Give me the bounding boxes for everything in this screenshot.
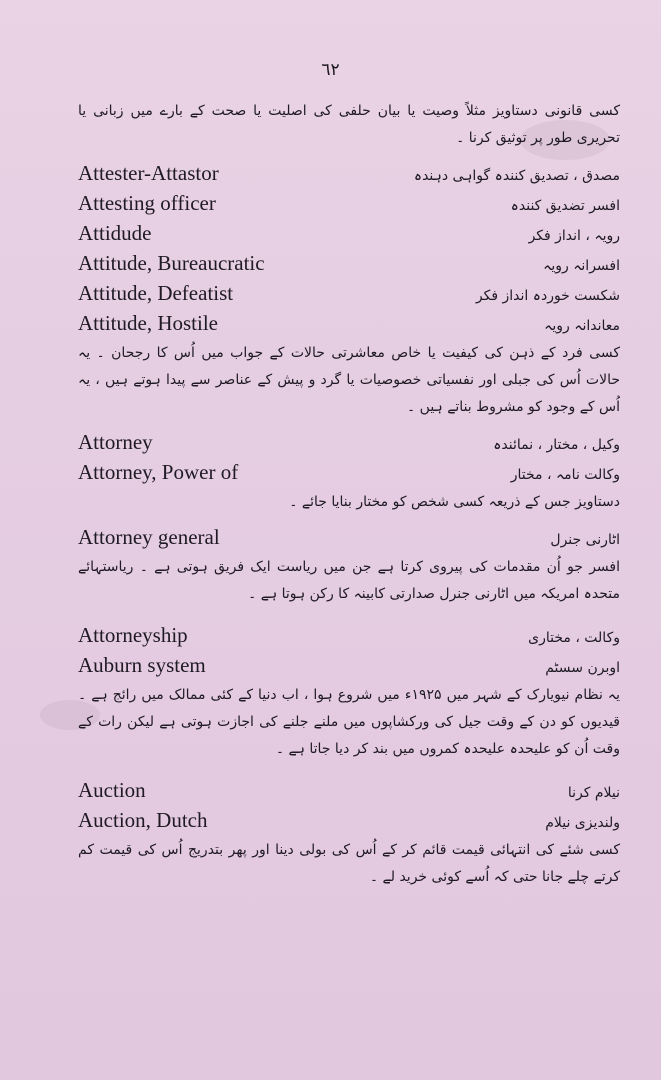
entry-description: دستاویز جس کے ذریعہ کسی شخص کو مختار بنایا جائے ۔ [289, 494, 620, 510]
entry-term: Attester-Attastor [78, 161, 219, 185]
entry-translation: وکالت ، مختاری [528, 630, 620, 646]
entry-description: کسی شئے کی انتہائی قیمت قائم کر کے اُس کی بولی دینا اور پھر بتدریج اُس کی قیمت کم کرتے چلے جانا حتی کہ اُسے کوئی خرید لے ۔ [78, 842, 620, 885]
entry-translation: نیلام کرنا [567, 785, 620, 801]
glossary-entry [78, 248, 620, 278]
intro-description: کسی قانونی دستاویز مثلاً وصیت یا بیان حلفی کی اصلیت یا صحت کے بارے میں زبانی یا تحریری طور پر توثیق کرنا ۔ [78, 103, 620, 146]
glossary-entry [78, 522, 620, 552]
entry-translation: وکیل ، مختار ، نمائندہ [493, 437, 620, 453]
entry-description: یہ نظام نیویارک کے شہر میں ۱۹۲۵ء میں شروع ہوا ، اب دنیا کے کئی ممالک میں رائج ہے ۔ قیدیوں کو دن کے وقت جیل کی ورکشاپوں میں ملنے جلنے کی اجازت ہوتی ہے لیکن رات کے وقت اُن کو علیحدہ علیحدہ کمروں میں بند کر دیا جاتا ہے ۔ [78, 687, 620, 757]
glossary-entry [78, 775, 620, 805]
entry-translation: رویہ ، انداز فکر [528, 228, 620, 244]
page-number: ٦٢ [321, 60, 340, 80]
glossary-entry [78, 457, 620, 487]
entry-translation: اوبرن سسٹم [545, 660, 620, 676]
glossary-entry [78, 188, 620, 218]
glossary-entry [78, 278, 620, 308]
entry-term: Attorneyship [78, 623, 188, 647]
glossary-entry [78, 620, 620, 650]
entry-translation: افسرانہ رویہ [543, 258, 620, 274]
entry-description: افسر جو اُن مقدمات کی پیروی کرتا ہے جن میں ریاست ایک فریق ہوتی ہے ۔ ریاستہائے متحدہ امریکہ میں اٹارنی جنرل صدارتی کابینہ کا رکن ہوتا ہے ۔ [78, 559, 620, 602]
entry-term: Attesting officer [78, 191, 216, 215]
entry-translation: شکست خوردہ انداز فکر [475, 288, 620, 304]
entry-description: کسی فرد کے ذہن کی کیفیت یا خاص معاشرتی حالات کے جواب میں اُس کا رجحان ۔ یہ حالات اُس کی جبلی اور نفسیاتی خصوصیات یا گرد و پیش کے عناصر سے پیدا ہوتے ہیں ، یہ اُس کے وجود کو مشروط بناتے ہیں ۔ [78, 345, 620, 415]
entry-translation: افسر تضدیق کنندہ [510, 198, 620, 214]
entry-term: Attorney general [78, 525, 220, 549]
glossary-entry [78, 158, 620, 188]
entry-term: Attitude, Bureaucratic [78, 251, 265, 275]
entry-term: Attitude, Defeatist [78, 281, 234, 305]
glossary-entry [78, 218, 620, 248]
glossary-entry [78, 805, 620, 835]
entry-translation: اٹارنی جنرل [550, 532, 620, 548]
entry-term: Auburn system [78, 653, 206, 677]
glossary-content [78, 96, 620, 897]
entry-translation: وکالت نامہ ، مختار [510, 467, 620, 483]
entry-translation: مصدق ، تصدیق کنندہ گواہی دہندہ [413, 168, 620, 184]
entry-term: Attitude, Hostile [78, 311, 218, 335]
glossary-entry [78, 427, 620, 457]
entry-term: Attorney, Power of [78, 460, 239, 484]
glossary-entry [78, 308, 620, 338]
entry-translation: ولندیزی نیلام [545, 815, 620, 831]
glossary-entry [78, 650, 620, 680]
entry-term: Attorney [78, 430, 153, 454]
entry-term: Auction [78, 778, 146, 802]
entry-term: Attidude [78, 221, 152, 245]
entry-term: Auction, Dutch [78, 808, 208, 832]
entry-translation: معاندانہ رویہ [544, 318, 620, 334]
